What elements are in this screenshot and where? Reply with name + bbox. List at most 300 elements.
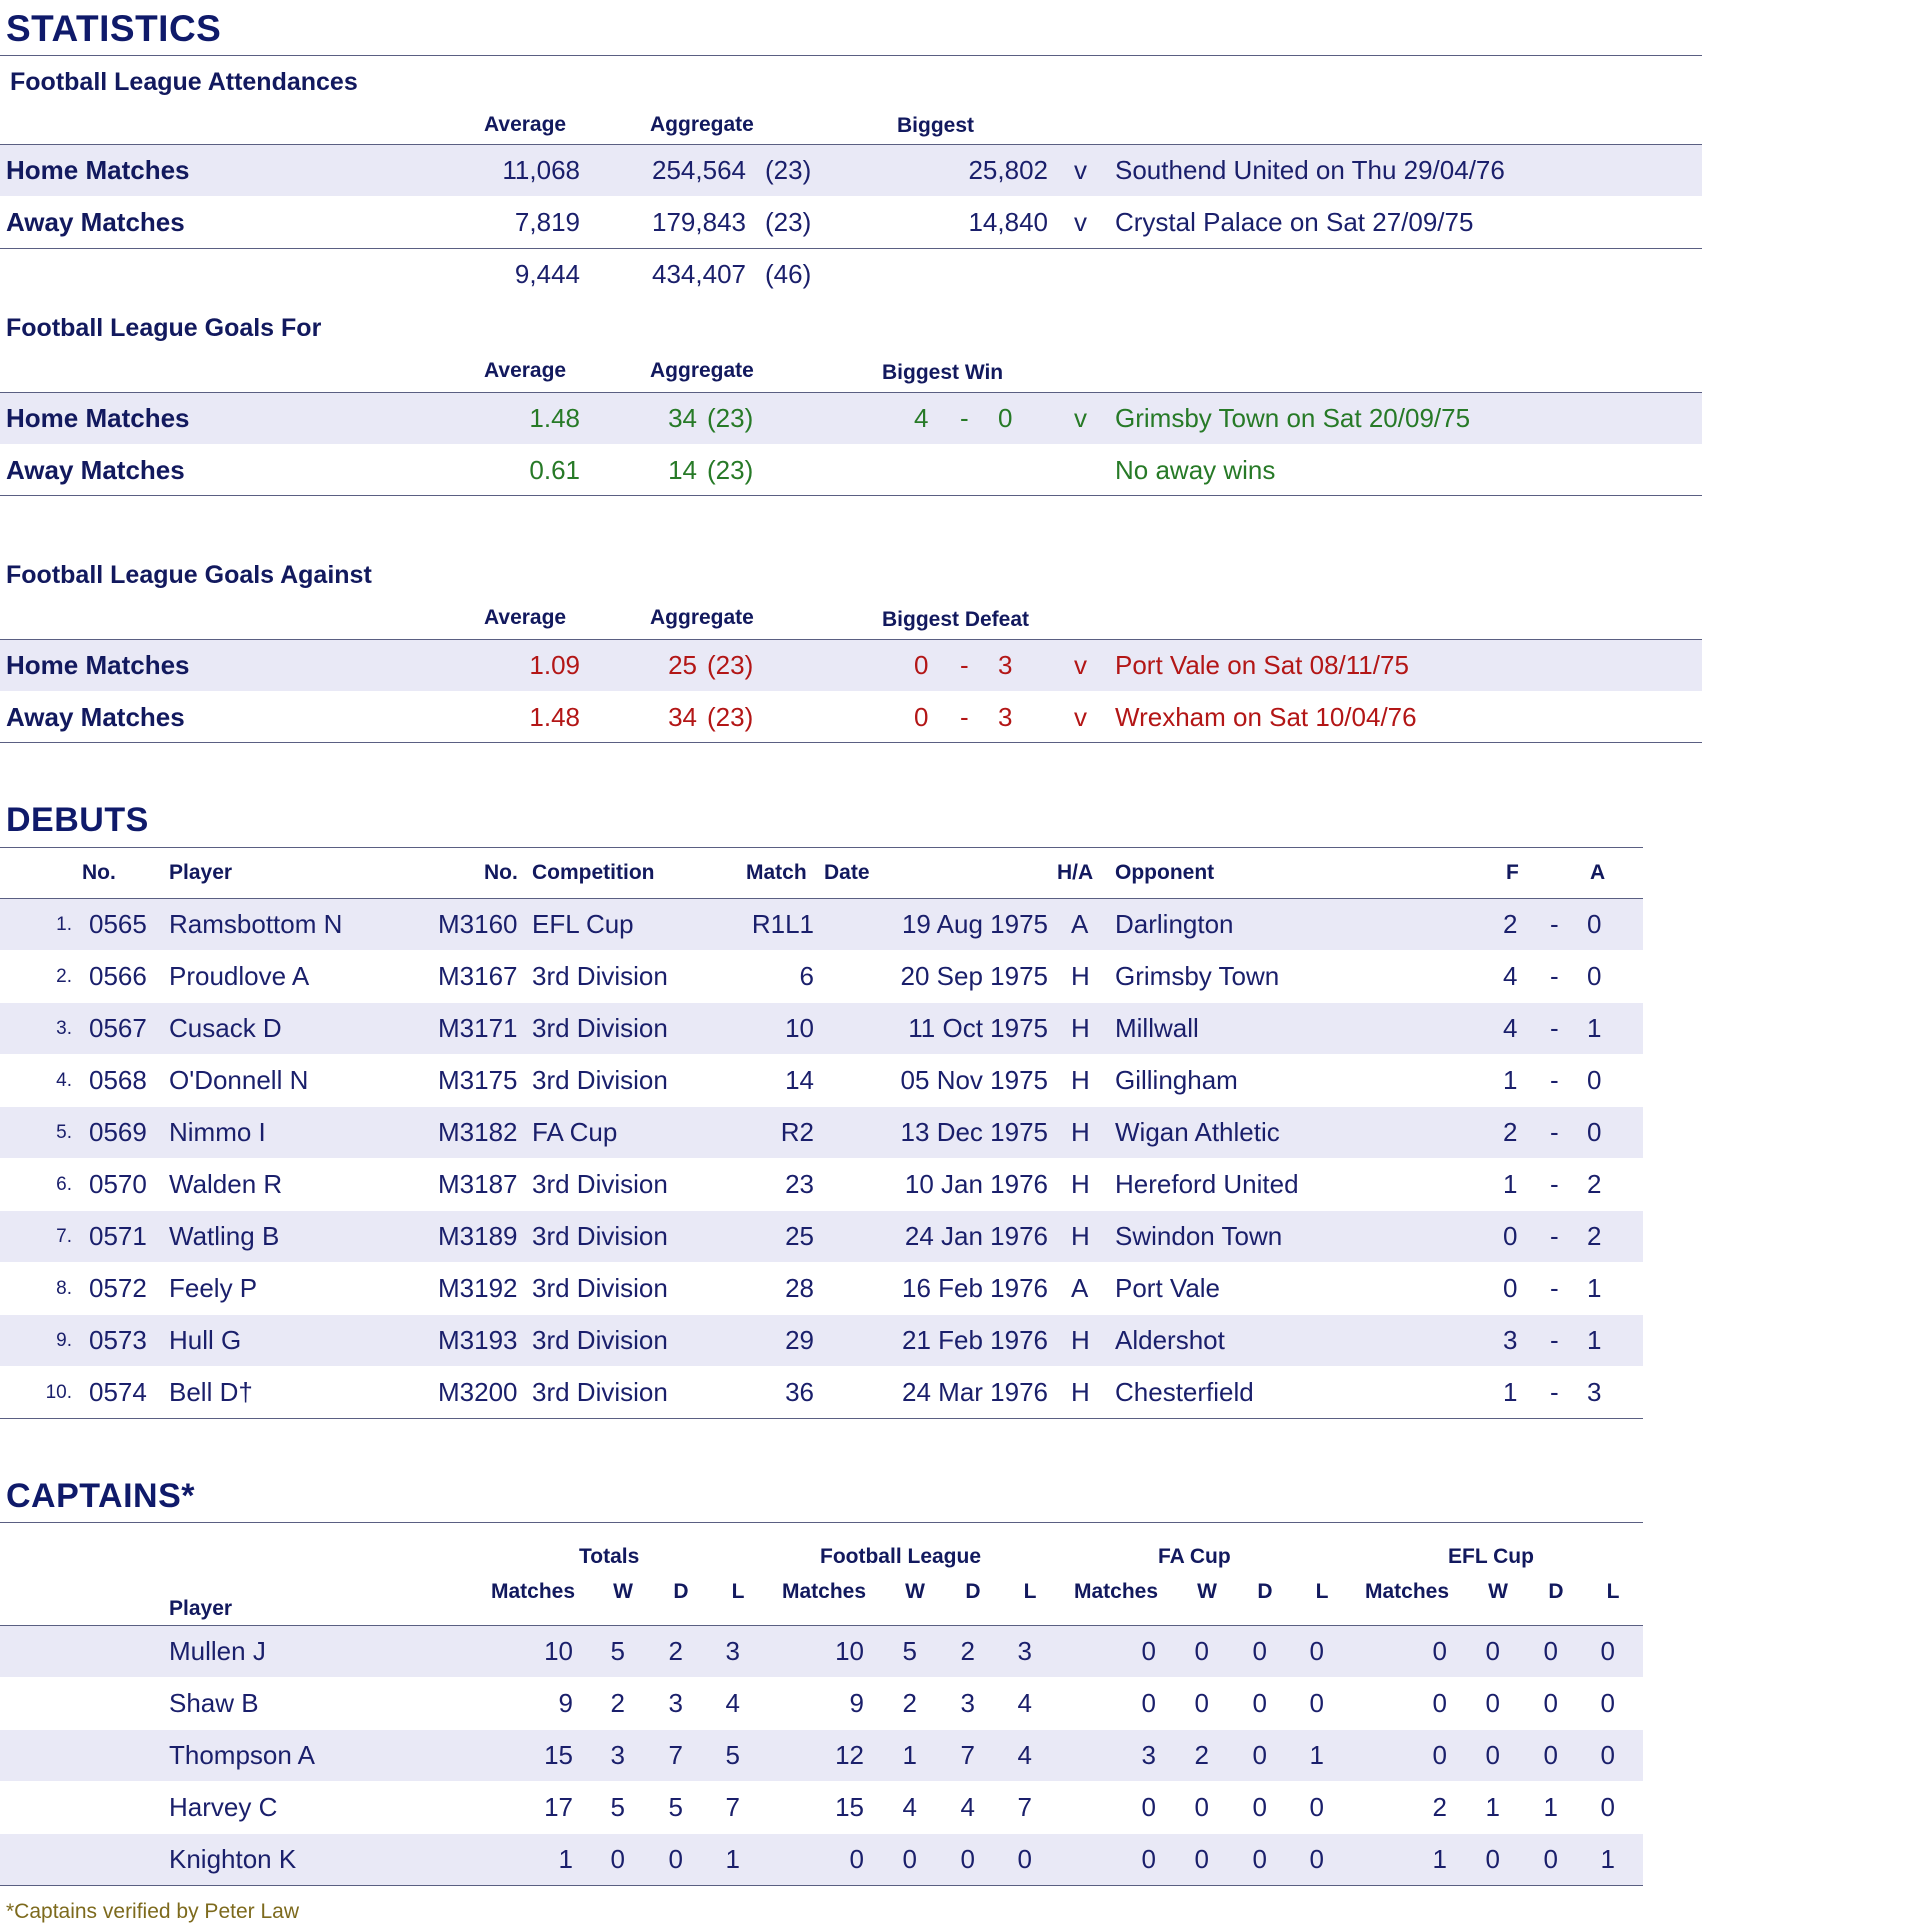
- debut-score-against: 2: [1587, 1221, 1602, 1251]
- captain-stat: 0: [1141, 1636, 1156, 1666]
- debut-index: 9.: [56, 1330, 72, 1351]
- debut-date: 16 Feb 1976: [901, 1273, 1048, 1303]
- col-aggregate: Aggregate: [650, 359, 754, 382]
- debut-score-against: 3: [1587, 1377, 1602, 1407]
- score-dash: -: [1550, 1117, 1559, 1147]
- debut-score-for: 4: [1503, 961, 1518, 991]
- debut-match-number: M3187: [438, 1169, 518, 1199]
- subheader-l: L: [1606, 1580, 1620, 1603]
- subheader-w: W: [613, 1580, 633, 1603]
- captain-stat: 0: [1252, 1636, 1267, 1666]
- col-aggregate: Aggregate: [650, 606, 754, 629]
- captain-stat: 0: [1432, 1636, 1447, 1666]
- captain-player: Knighton K: [169, 1844, 297, 1874]
- divider: [0, 1522, 1643, 1523]
- goals-for-home-a: 0: [998, 403, 1013, 433]
- attendance-away-count: (23): [765, 207, 812, 237]
- debut-score-against: 2: [1587, 1169, 1602, 1199]
- captain-stat: 2: [960, 1636, 975, 1666]
- debut-competition: 3rd Division: [532, 961, 668, 991]
- col-average: Average: [484, 606, 567, 629]
- debut-home-away: H: [1071, 1377, 1090, 1407]
- divider: [0, 1885, 1643, 1886]
- debut-score-against: 1: [1587, 1273, 1602, 1303]
- debut-score-for: 2: [1503, 909, 1518, 939]
- col-for: F: [1506, 861, 1519, 884]
- captain-stat: 3: [1017, 1636, 1032, 1666]
- debut-competition: 3rd Division: [532, 1273, 668, 1303]
- debut-player: Walden R: [169, 1169, 283, 1199]
- debut-match: 14: [785, 1065, 814, 1095]
- debut-player: O'Donnell N: [169, 1065, 309, 1095]
- vs-label: v: [1074, 650, 1087, 680]
- captain-stat: 0: [1194, 1636, 1209, 1666]
- debut-index: 7.: [56, 1226, 72, 1247]
- captain-stat: 0: [1485, 1844, 1500, 1874]
- group-football-league: Football League: [820, 1545, 982, 1568]
- debut-score-for: 4: [1503, 1013, 1518, 1043]
- goals-for-away-average: 0.61: [529, 455, 580, 485]
- debut-index: 10.: [45, 1382, 72, 1403]
- captain-stat: 1: [725, 1844, 740, 1874]
- attendance-away-biggest: 14,840: [968, 207, 1048, 237]
- captain-stat: 0: [1252, 1740, 1267, 1770]
- captain-stat: 0: [1017, 1844, 1032, 1874]
- debut-player: Nimmo I: [169, 1117, 266, 1147]
- debut-match-number: M3160: [438, 909, 518, 939]
- debut-match-number: M3189: [438, 1221, 518, 1251]
- score-dash: -: [1550, 1273, 1559, 1303]
- col-captain-player: Player: [169, 1597, 233, 1620]
- captain-stat: 0: [1543, 1688, 1558, 1718]
- attendance-home-biggest: 25,802: [968, 155, 1048, 185]
- col-average: Average: [484, 113, 567, 136]
- captain-stat: 15: [835, 1792, 864, 1822]
- subheader-w: W: [1488, 1580, 1508, 1603]
- debut-match-number: M3182: [438, 1117, 518, 1147]
- debut-match: 28: [785, 1273, 814, 1303]
- goals-for-home-label: Home Matches: [6, 403, 190, 433]
- debut-index: 8.: [56, 1278, 72, 1299]
- attendance-home-label: Home Matches: [6, 155, 190, 185]
- debut-competition: 3rd Division: [532, 1325, 668, 1355]
- debut-score-for: 1: [1503, 1169, 1518, 1199]
- debut-player: Ramsbottom N: [169, 909, 343, 939]
- debut-player: Proudlove A: [169, 961, 310, 991]
- goals-for-home-count: (23): [707, 403, 754, 433]
- score-dash: -: [1550, 1169, 1559, 1199]
- divider: [0, 248, 1702, 249]
- goals-for-home-average: 1.48: [529, 403, 580, 433]
- debut-player: Bell D†: [169, 1377, 253, 1407]
- captain-stat: 3: [725, 1636, 740, 1666]
- captain-stat: 17: [544, 1792, 573, 1822]
- vs-label: v: [1074, 702, 1087, 732]
- goals-against-home-count: (23): [707, 650, 754, 680]
- captain-stat: 7: [725, 1792, 740, 1822]
- captain-stat: 0: [1141, 1844, 1156, 1874]
- goals-for-title: Football League Goals For: [6, 314, 322, 342]
- goals-against-home-average: 1.09: [529, 650, 580, 680]
- subheader-l: L: [1023, 1580, 1037, 1603]
- debut-number: 0565: [89, 909, 147, 939]
- captain-stat: 0: [1309, 1688, 1324, 1718]
- debut-home-away: H: [1071, 1065, 1090, 1095]
- subheader-d: D: [673, 1580, 689, 1603]
- debut-date: 21 Feb 1976: [901, 1325, 1048, 1355]
- debut-score-against: 0: [1587, 1117, 1602, 1147]
- captain-stat: 0: [1543, 1740, 1558, 1770]
- goals-against-away-average: 1.48: [529, 702, 580, 732]
- debut-match-number: M3193: [438, 1325, 518, 1355]
- captain-stat: 0: [1194, 1688, 1209, 1718]
- debut-match-number: M3175: [438, 1065, 518, 1095]
- subheader-d: D: [1548, 1580, 1564, 1603]
- debut-number: 0574: [89, 1377, 147, 1407]
- captain-stat: 0: [1600, 1740, 1615, 1770]
- debut-number: 0566: [89, 961, 147, 991]
- debut-competition: 3rd Division: [532, 1013, 668, 1043]
- goals-against-away-count: (23): [707, 702, 754, 732]
- col-player: Player: [169, 861, 233, 884]
- captain-stat: 4: [725, 1688, 740, 1718]
- debut-number: 0567: [89, 1013, 147, 1043]
- captain-stat: 2: [1194, 1740, 1209, 1770]
- debut-competition: 3rd Division: [532, 1065, 668, 1095]
- debut-opponent: Swindon Town: [1115, 1221, 1283, 1251]
- score-dash: -: [1550, 1377, 1559, 1407]
- col-debut-no: No.: [82, 861, 116, 884]
- col-match-no: No.: [484, 861, 518, 884]
- captain-stat: 10: [835, 1636, 864, 1666]
- debut-player: Hull G: [169, 1325, 242, 1355]
- vs-label: v: [1074, 207, 1087, 237]
- captain-stat: 2: [902, 1688, 917, 1718]
- debut-competition: FA Cup: [532, 1117, 618, 1147]
- attendance-home-average: 11,068: [502, 155, 580, 185]
- captain-player: Thompson A: [169, 1740, 315, 1770]
- debut-competition: 3rd Division: [532, 1169, 668, 1199]
- captain-stat: 0: [1252, 1792, 1267, 1822]
- group-efl-cup: EFL Cup: [1448, 1545, 1534, 1568]
- captain-stat: 1: [1432, 1844, 1447, 1874]
- row-band: [0, 640, 1702, 691]
- captain-stat: 0: [1432, 1688, 1447, 1718]
- captain-stat: 5: [725, 1740, 740, 1770]
- subheader-matches: Matches: [781, 1580, 866, 1603]
- subheader-d: D: [1257, 1580, 1273, 1603]
- debut-match-number: M3192: [438, 1273, 518, 1303]
- debut-match: 6: [799, 961, 814, 991]
- captain-stat: 0: [1600, 1792, 1615, 1822]
- debut-index: 2.: [56, 966, 72, 987]
- captain-stat: 4: [1017, 1740, 1032, 1770]
- subheader-w: W: [905, 1580, 925, 1603]
- debut-home-away: A: [1071, 909, 1089, 939]
- debut-score-for: 3: [1503, 1325, 1518, 1355]
- goals-against-away-detail: Wrexham on Sat 10/04/76: [1115, 702, 1417, 732]
- debut-match: 25: [785, 1221, 814, 1251]
- goals-for-home-detail: Grimsby Town on Sat 20/09/75: [1115, 403, 1471, 433]
- captain-stat: 2: [1432, 1792, 1447, 1822]
- captain-stat: 1: [1309, 1740, 1324, 1770]
- debut-competition: EFL Cup: [532, 909, 634, 939]
- captain-stat: 5: [610, 1636, 625, 1666]
- captain-stat: 7: [960, 1740, 975, 1770]
- goals-against-away-aggregate: 34: [668, 702, 697, 732]
- debut-match: R2: [780, 1117, 814, 1147]
- debut-score-for: 0: [1503, 1221, 1518, 1251]
- subheader-w: W: [1197, 1580, 1217, 1603]
- captain-stat: 0: [1485, 1688, 1500, 1718]
- score-dash: -: [1550, 1325, 1559, 1355]
- debut-number: 0570: [89, 1169, 147, 1199]
- goals-against-away-a: 3: [998, 702, 1013, 732]
- score-dash: -: [1550, 909, 1559, 939]
- captain-stat: 5: [610, 1792, 625, 1822]
- col-aggregate: Aggregate: [650, 113, 754, 136]
- vs-label: v: [1074, 403, 1087, 433]
- debut-index: 3.: [56, 1018, 72, 1039]
- col-biggest-win: Biggest Win: [882, 361, 1004, 384]
- debut-competition: 3rd Division: [532, 1377, 668, 1407]
- subheader-matches: Matches: [490, 1580, 575, 1603]
- captain-stat: 2: [610, 1688, 625, 1718]
- debut-player: Watling B: [169, 1221, 280, 1251]
- col-competition: Competition: [532, 861, 655, 884]
- attendance-home-count: (23): [765, 155, 812, 185]
- debut-match: 29: [785, 1325, 814, 1355]
- goals-against-away-f: 0: [914, 702, 929, 732]
- captain-stat: 4: [1017, 1688, 1032, 1718]
- goals-against-home-a: 3: [998, 650, 1013, 680]
- debut-date: 10 Jan 1976: [904, 1169, 1048, 1199]
- captain-player: Harvey C: [169, 1792, 278, 1822]
- captain-stat: 0: [960, 1844, 975, 1874]
- debut-score-for: 1: [1503, 1377, 1518, 1407]
- captain-stat: 15: [544, 1740, 573, 1770]
- debut-player: Feely P: [169, 1273, 258, 1303]
- col-match: Match: [746, 861, 807, 884]
- subheader-l: L: [1315, 1580, 1329, 1603]
- divider: [0, 847, 1643, 848]
- debut-number: 0568: [89, 1065, 147, 1095]
- captain-stat: 10: [544, 1636, 573, 1666]
- debuts-title: DEBUTS: [6, 801, 149, 839]
- debut-match-number: M3171: [438, 1013, 518, 1043]
- subheader-l: L: [731, 1580, 745, 1603]
- attendance-total-aggregate: 434,407: [652, 259, 746, 289]
- debut-match-number: M3200: [438, 1377, 518, 1407]
- captain-stat: 1: [1485, 1792, 1500, 1822]
- debut-score-against: 0: [1587, 1065, 1602, 1095]
- score-dash: -: [960, 702, 969, 732]
- captain-stat: 1: [1543, 1792, 1558, 1822]
- captain-stat: 0: [849, 1844, 864, 1874]
- debut-opponent: Gillingham: [1115, 1065, 1238, 1095]
- score-dash: -: [1550, 1013, 1559, 1043]
- col-biggest: Biggest: [897, 114, 975, 137]
- debut-score-for: 2: [1503, 1117, 1518, 1147]
- captain-stat: 9: [558, 1688, 573, 1718]
- debut-opponent: Hereford United: [1115, 1169, 1299, 1199]
- debut-date: 20 Sep 1975: [900, 961, 1048, 991]
- captain-stat: 0: [1600, 1688, 1615, 1718]
- goals-for-away-aggregate: 14: [668, 455, 697, 485]
- goals-for-home-aggregate: 34: [668, 403, 697, 433]
- debut-home-away: H: [1071, 1221, 1090, 1251]
- score-dash: -: [1550, 1065, 1559, 1095]
- captain-stat: 0: [1252, 1688, 1267, 1718]
- group-totals: Totals: [579, 1545, 640, 1568]
- debut-date: 11 Oct 1975: [908, 1013, 1048, 1043]
- captain-stat: 0: [1432, 1740, 1447, 1770]
- captain-stat: 1: [1600, 1844, 1615, 1874]
- captain-stat: 0: [1309, 1636, 1324, 1666]
- goals-for-home-f: 4: [914, 403, 929, 433]
- attendance-away-label: Away Matches: [6, 207, 185, 237]
- captain-player: Mullen J: [169, 1636, 266, 1666]
- debut-date: 24 Jan 1976: [904, 1221, 1048, 1251]
- goals-against-home-aggregate: 25: [668, 650, 697, 680]
- debut-number: 0571: [89, 1221, 147, 1251]
- debut-opponent: Aldershot: [1115, 1325, 1225, 1355]
- col-average: Average: [484, 359, 567, 382]
- divider: [0, 55, 1702, 56]
- captain-stat: 3: [960, 1688, 975, 1718]
- captain-stat: 0: [1485, 1740, 1500, 1770]
- attendance-home-aggregate: 254,564: [652, 155, 746, 185]
- vs-label: v: [1074, 155, 1087, 185]
- score-dash: -: [960, 403, 969, 433]
- debut-score-against: 1: [1587, 1325, 1602, 1355]
- captain-stat: 12: [835, 1740, 864, 1770]
- goals-for-away-detail: No away wins: [1115, 455, 1276, 485]
- debut-number: 0572: [89, 1273, 147, 1303]
- debut-opponent: Chesterfield: [1115, 1377, 1254, 1407]
- debut-score-for: 0: [1503, 1273, 1518, 1303]
- debut-match-number: M3167: [438, 961, 518, 991]
- row-band: [0, 1315, 1643, 1366]
- captains-footnote: *Captains verified by Peter Law: [6, 1900, 299, 1923]
- divider: [0, 1418, 1643, 1419]
- captain-stat: 1: [902, 1740, 917, 1770]
- debut-opponent: Port Vale: [1115, 1273, 1221, 1303]
- col-date: Date: [824, 861, 870, 884]
- captain-stat: 0: [1309, 1792, 1324, 1822]
- captain-stat: 1: [558, 1844, 573, 1874]
- goals-against-away-label: Away Matches: [6, 702, 185, 732]
- captain-stat: 0: [902, 1844, 917, 1874]
- debut-home-away: H: [1071, 961, 1090, 991]
- attendance-total-average: 9,444: [514, 259, 580, 289]
- col-biggest-defeat: Biggest Defeat: [882, 608, 1030, 631]
- attendance-home-detail: Southend United on Thu 29/04/76: [1115, 155, 1505, 185]
- debut-home-away: H: [1071, 1325, 1090, 1355]
- attendance-away-average: 7,819: [514, 207, 580, 237]
- captain-stat: 5: [902, 1636, 917, 1666]
- captain-stat: 0: [1141, 1688, 1156, 1718]
- captain-stat: 9: [849, 1688, 864, 1718]
- captain-stat: 0: [1141, 1792, 1156, 1822]
- goals-against-title: Football League Goals Against: [6, 561, 372, 589]
- debut-number: 0569: [89, 1117, 147, 1147]
- debut-match: 23: [785, 1169, 814, 1199]
- debut-competition: 3rd Division: [532, 1221, 668, 1251]
- debut-number: 0573: [89, 1325, 147, 1355]
- debut-index: 6.: [56, 1174, 72, 1195]
- col-opponent: Opponent: [1115, 861, 1215, 884]
- captain-stat: 7: [668, 1740, 683, 1770]
- captain-stat: 3: [1141, 1740, 1156, 1770]
- attendances-title: Football League Attendances: [10, 68, 358, 96]
- goals-for-away-count: (23): [707, 455, 754, 485]
- debut-score-against: 1: [1587, 1013, 1602, 1043]
- captain-stat: 4: [960, 1792, 975, 1822]
- captain-stat: 4: [902, 1792, 917, 1822]
- captain-stat: 7: [1017, 1792, 1032, 1822]
- score-dash: -: [960, 650, 969, 680]
- debut-score-for: 1: [1503, 1065, 1518, 1095]
- captain-stat: 0: [1600, 1636, 1615, 1666]
- attendance-total-count: (46): [765, 259, 812, 289]
- debut-date: 05 Nov 1975: [900, 1065, 1048, 1095]
- captain-stat: 0: [668, 1844, 683, 1874]
- goals-for-away-label: Away Matches: [6, 455, 185, 485]
- attendance-away-aggregate: 179,843: [652, 207, 746, 237]
- captain-stat: 0: [1309, 1844, 1324, 1874]
- debut-opponent: Darlington: [1115, 909, 1234, 939]
- captain-stat: 0: [1252, 1844, 1267, 1874]
- debut-home-away: H: [1071, 1169, 1090, 1199]
- col-ha: H/A: [1057, 861, 1094, 884]
- debut-match: 10: [785, 1013, 814, 1043]
- subheader-matches: Matches: [1073, 1580, 1158, 1603]
- attendance-away-detail: Crystal Palace on Sat 27/09/75: [1115, 207, 1474, 237]
- debut-date: 13 Dec 1975: [900, 1117, 1048, 1147]
- captain-player: Shaw B: [169, 1688, 259, 1718]
- captain-stat: 0: [1543, 1844, 1558, 1874]
- subheader-d: D: [965, 1580, 981, 1603]
- divider: [0, 495, 1702, 496]
- debut-date: 24 Mar 1976: [902, 1377, 1048, 1407]
- divider: [0, 742, 1702, 743]
- debut-opponent: Grimsby Town: [1115, 961, 1280, 991]
- debut-home-away: H: [1071, 1117, 1090, 1147]
- captain-stat: 3: [668, 1688, 683, 1718]
- captain-stat: 5: [668, 1792, 683, 1822]
- debut-date: 19 Aug 1975: [901, 909, 1048, 939]
- debut-match: R1L1: [751, 909, 814, 939]
- subheader-matches: Matches: [1364, 1580, 1449, 1603]
- captain-stat: 2: [668, 1636, 683, 1666]
- debut-index: 4.: [56, 1070, 72, 1091]
- debut-home-away: H: [1071, 1013, 1090, 1043]
- statistics-title: STATISTICS: [6, 8, 222, 49]
- score-dash: -: [1550, 1221, 1559, 1251]
- debut-index: 1.: [56, 914, 72, 935]
- captain-stat: 0: [1194, 1792, 1209, 1822]
- debut-score-against: 0: [1587, 961, 1602, 991]
- captain-stat: 0: [610, 1844, 625, 1874]
- debut-opponent: Wigan Athletic: [1115, 1117, 1280, 1147]
- captain-stat: 0: [1194, 1844, 1209, 1874]
- goals-against-home-f: 0: [914, 650, 929, 680]
- debut-match: 36: [785, 1377, 814, 1407]
- goals-against-home-detail: Port Vale on Sat 08/11/75: [1115, 650, 1409, 680]
- goals-against-home-label: Home Matches: [6, 650, 190, 680]
- debut-index: 5.: [56, 1122, 72, 1143]
